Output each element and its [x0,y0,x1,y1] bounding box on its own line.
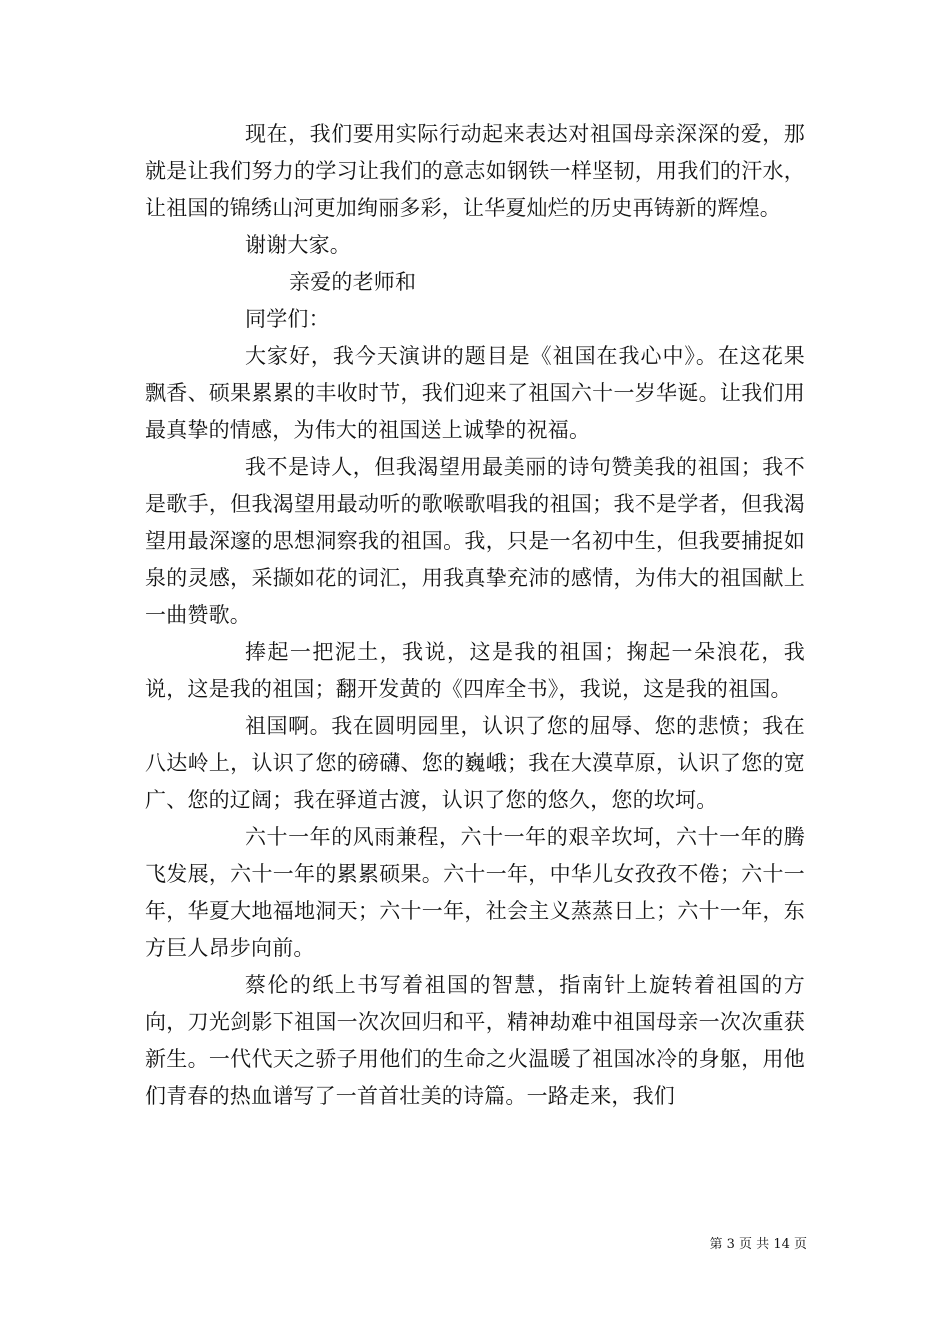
paragraph-soil: 捧起一把泥土，我说，这是我的祖国；掬起一朵浪花，我说，这是我的祖国；翻开发黄的《四库全书》，我说，这是我的祖国。 [145,640,805,701]
paragraph-salutation-cont: 同学们： [245,307,330,331]
paragraph-not-poet: 我不是诗人，但我渴望用最美丽的诗句赞美我的祖国；我不是歌手，但我渴望用最动听的歌喉歌唱我的祖国；我不是学者，但我渴望用最深邃的思想洞察我的祖国。我，只是一名初中生，但我要捕捉如泉的灵感，采撷如花的词汇，用我真挚充沛的感情，为伟大的祖国献上一曲赞歌。 [145,455,805,627]
paragraph-thanks: 谢谢大家。 [245,233,351,257]
paragraph-sixty-one-years: 六十一年的风雨兼程，六十一年的艰辛坎坷，六十一年的腾飞发展，六十一年的累累硕果。六十一年，中华儿女孜孜不倦；六十一年，华夏大地福地洞天；六十一年，社会主义蒸蒸日上；六十一年，东方巨人昂步向前。 [145,825,805,960]
paragraph-intro: 大家好，我今天演讲的题目是《祖国在我心中》。在这花果飘香、硕果累累的丰收时节，我们迎来了祖国六十一岁华诞。让我们用最真挚的情感，为伟大的祖国送上诚挚的祝福。 [145,344,805,442]
paragraph-motherland: 祖国啊。我在圆明园里，认识了您的屈辱、您的悲愤；我在八达岭上，认识了您的磅礴、您的巍峨；我在大漠草原，认识了您的宽广、您的辽阔；我在驿道古渡，认识了您的悠久，您的坎坷。 [145,714,805,812]
paragraph-cailun: 蔡伦的纸上书写着祖国的智慧，指南针上旋转着祖国的方向，刀光剑影下祖国一次次回归和平，精神劫难中祖国母亲一次次重获新生。一代代天之骄子用他们的生命之火温暖了祖国冰冷的身躯，用他们青春的热血谱写了一首首壮美的诗篇。一路走来，我们 [145,973,805,1108]
paragraph-closing-call: 现在，我们要用实际行动起来表达对祖国母亲深深的爱，那就是让我们努力的学习让我们的意志如钢铁一样坚韧，用我们的汗水，让祖国的锦绣山河更加绚丽多彩，让华夏灿烂的历史再铸新的辉煌。 [145,122,805,220]
document-body [145,116,805,1115]
page-number-footer: 第 3 页 共 14 页 [709,1237,807,1252]
paragraph-salutation: 亲爱的老师和 [289,270,417,294]
